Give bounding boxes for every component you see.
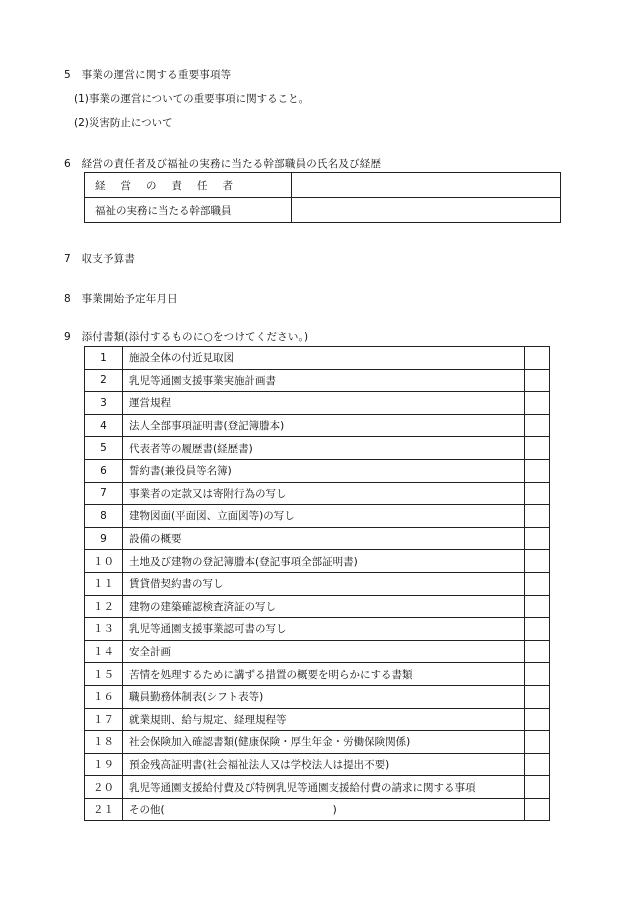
attachment-check-cell[interactable] bbox=[525, 685, 550, 708]
attachment-name: 設備の概要 bbox=[123, 527, 525, 550]
section-5-heading: 5 事業の運営に関する重要事項等 bbox=[64, 69, 232, 81]
attachment-name: 賃貸借契約書の写し bbox=[123, 572, 525, 595]
attachment-number: １３ bbox=[85, 618, 123, 641]
attachment-row bbox=[85, 572, 550, 595]
attachment-name: 法人全部事項証明書(登記簿謄本) bbox=[123, 414, 525, 437]
attachment-number: １８ bbox=[85, 731, 123, 754]
attachment-number: １５ bbox=[85, 663, 123, 686]
attachment-check-cell[interactable] bbox=[525, 482, 550, 505]
attachment-number: 4 bbox=[85, 414, 123, 437]
attachment-number: １０ bbox=[85, 550, 123, 573]
manager-value[interactable] bbox=[292, 173, 561, 198]
attachment-row bbox=[85, 482, 550, 505]
attachment-number: ２０ bbox=[85, 776, 123, 799]
attachment-name: 運営規程 bbox=[123, 392, 525, 415]
attachment-name: 事業者の定款又は寄附行為の写し bbox=[123, 482, 525, 505]
attachment-number: １２ bbox=[85, 595, 123, 618]
attachment-check-cell[interactable] bbox=[525, 392, 550, 415]
attachment-number: １６ bbox=[85, 685, 123, 708]
attachment-number: 6 bbox=[85, 459, 123, 482]
attachment-row bbox=[85, 347, 550, 370]
attachment-check-cell[interactable] bbox=[525, 731, 550, 754]
attachment-name: 乳児等通園支援給付費及び特例乳児等通園支援給付費の請求に関する事項 bbox=[123, 776, 525, 799]
attachment-name: その他( ) bbox=[123, 798, 525, 821]
staff-value[interactable] bbox=[292, 198, 561, 223]
attachment-row bbox=[85, 731, 550, 754]
attachment-row bbox=[85, 437, 550, 460]
attachment-check-cell[interactable] bbox=[525, 753, 550, 776]
attachment-row bbox=[85, 414, 550, 437]
attachment-row bbox=[85, 618, 550, 641]
attachments-table bbox=[84, 346, 550, 821]
attachment-name: 土地及び建物の登記簿謄本(登記事項全部証明書) bbox=[123, 550, 525, 573]
attachment-check-cell[interactable] bbox=[525, 640, 550, 663]
attachment-check-cell[interactable] bbox=[525, 595, 550, 618]
attachment-row bbox=[85, 776, 550, 799]
attachment-row bbox=[85, 753, 550, 776]
attachment-number: １７ bbox=[85, 708, 123, 731]
attachment-row bbox=[85, 595, 550, 618]
attachment-check-cell[interactable] bbox=[525, 527, 550, 550]
section-6-heading: 6 経営の責任者及び福祉の実務に当たる幹部職員の氏名及び経歴 bbox=[64, 158, 382, 170]
attachment-row bbox=[85, 640, 550, 663]
attachment-check-cell[interactable] bbox=[525, 414, 550, 437]
attachment-row bbox=[85, 798, 550, 821]
attachment-row bbox=[85, 369, 550, 392]
attachment-name: 苦情を処理するために講ずる措置の概要を明らかにする書類 bbox=[123, 663, 525, 686]
attachment-check-cell[interactable] bbox=[525, 618, 550, 641]
attachment-check-cell[interactable] bbox=[525, 708, 550, 731]
attachment-check-cell[interactable] bbox=[525, 437, 550, 460]
attachment-name: 就業規則、給与規定、経理規程等 bbox=[123, 708, 525, 731]
attachment-check-cell[interactable] bbox=[525, 798, 550, 821]
attachment-row bbox=[85, 527, 550, 550]
attachment-row bbox=[85, 708, 550, 731]
staff-label: 福祉の実務に当たる幹部職員 bbox=[85, 198, 292, 223]
attachment-row bbox=[85, 550, 550, 573]
section-5-item-2: (2)災害防止について bbox=[74, 117, 173, 129]
attachment-row bbox=[85, 505, 550, 528]
attachment-row bbox=[85, 685, 550, 708]
attachment-check-cell[interactable] bbox=[525, 369, 550, 392]
manager-row bbox=[85, 173, 561, 198]
section-7-heading: 7 収支予算書 bbox=[64, 253, 136, 265]
attachment-number: 9 bbox=[85, 527, 123, 550]
attachment-name: 代表者等の履歴書(経歴書) bbox=[123, 437, 525, 460]
attachment-row bbox=[85, 663, 550, 686]
section-8-heading: 8 事業開始予定年月日 bbox=[64, 293, 178, 305]
attachment-name: 安全計画 bbox=[123, 640, 525, 663]
attachment-number: ２１ bbox=[85, 798, 123, 821]
attachment-name: 誓約書(兼役員等名簿) bbox=[123, 459, 525, 482]
attachment-row bbox=[85, 392, 550, 415]
attachment-name: 預金残高証明書(社会福祉法人又は学校法人は提出不要) bbox=[123, 753, 525, 776]
attachment-row bbox=[85, 459, 550, 482]
attachment-number: 3 bbox=[85, 392, 123, 415]
attachment-check-cell[interactable] bbox=[525, 459, 550, 482]
attachment-name: 職員勤務体制表(シフト表等) bbox=[123, 685, 525, 708]
attachment-check-cell[interactable] bbox=[525, 550, 550, 573]
attachment-name: 建物図面(平面図、立面図等)の写し bbox=[123, 505, 525, 528]
staff-row bbox=[85, 198, 561, 223]
attachment-number: 8 bbox=[85, 505, 123, 528]
attachment-name: 建物の建築確認検査済証の写し bbox=[123, 595, 525, 618]
attachment-check-cell[interactable] bbox=[525, 663, 550, 686]
manager-label: 経営の責任者 bbox=[85, 173, 292, 198]
attachment-number: １４ bbox=[85, 640, 123, 663]
attachment-number: 2 bbox=[85, 369, 123, 392]
attachment-number: 7 bbox=[85, 482, 123, 505]
attachment-name: 施設全体の付近見取図 bbox=[123, 347, 525, 370]
section-9-heading: 9 添付書類(添付するものに○をつけてください。) bbox=[64, 331, 309, 343]
attachment-name: 乳児等通園支援事業実施計画書 bbox=[123, 369, 525, 392]
attachment-number: 5 bbox=[85, 437, 123, 460]
manager-table bbox=[84, 172, 561, 223]
attachment-check-cell[interactable] bbox=[525, 572, 550, 595]
section-5-item-1: (1)事業の運営についての重要事項に関すること。 bbox=[74, 93, 310, 105]
attachment-check-cell[interactable] bbox=[525, 505, 550, 528]
attachment-check-cell[interactable] bbox=[525, 347, 550, 370]
attachment-number: １９ bbox=[85, 753, 123, 776]
attachment-number: １１ bbox=[85, 572, 123, 595]
attachment-name: 社会保険加入確認書類(健康保険・厚生年金・労働保険関係) bbox=[123, 731, 525, 754]
attachment-check-cell[interactable] bbox=[525, 776, 550, 799]
attachment-name: 乳児等通園支援事業認可書の写し bbox=[123, 618, 525, 641]
attachment-number: 1 bbox=[85, 347, 123, 370]
